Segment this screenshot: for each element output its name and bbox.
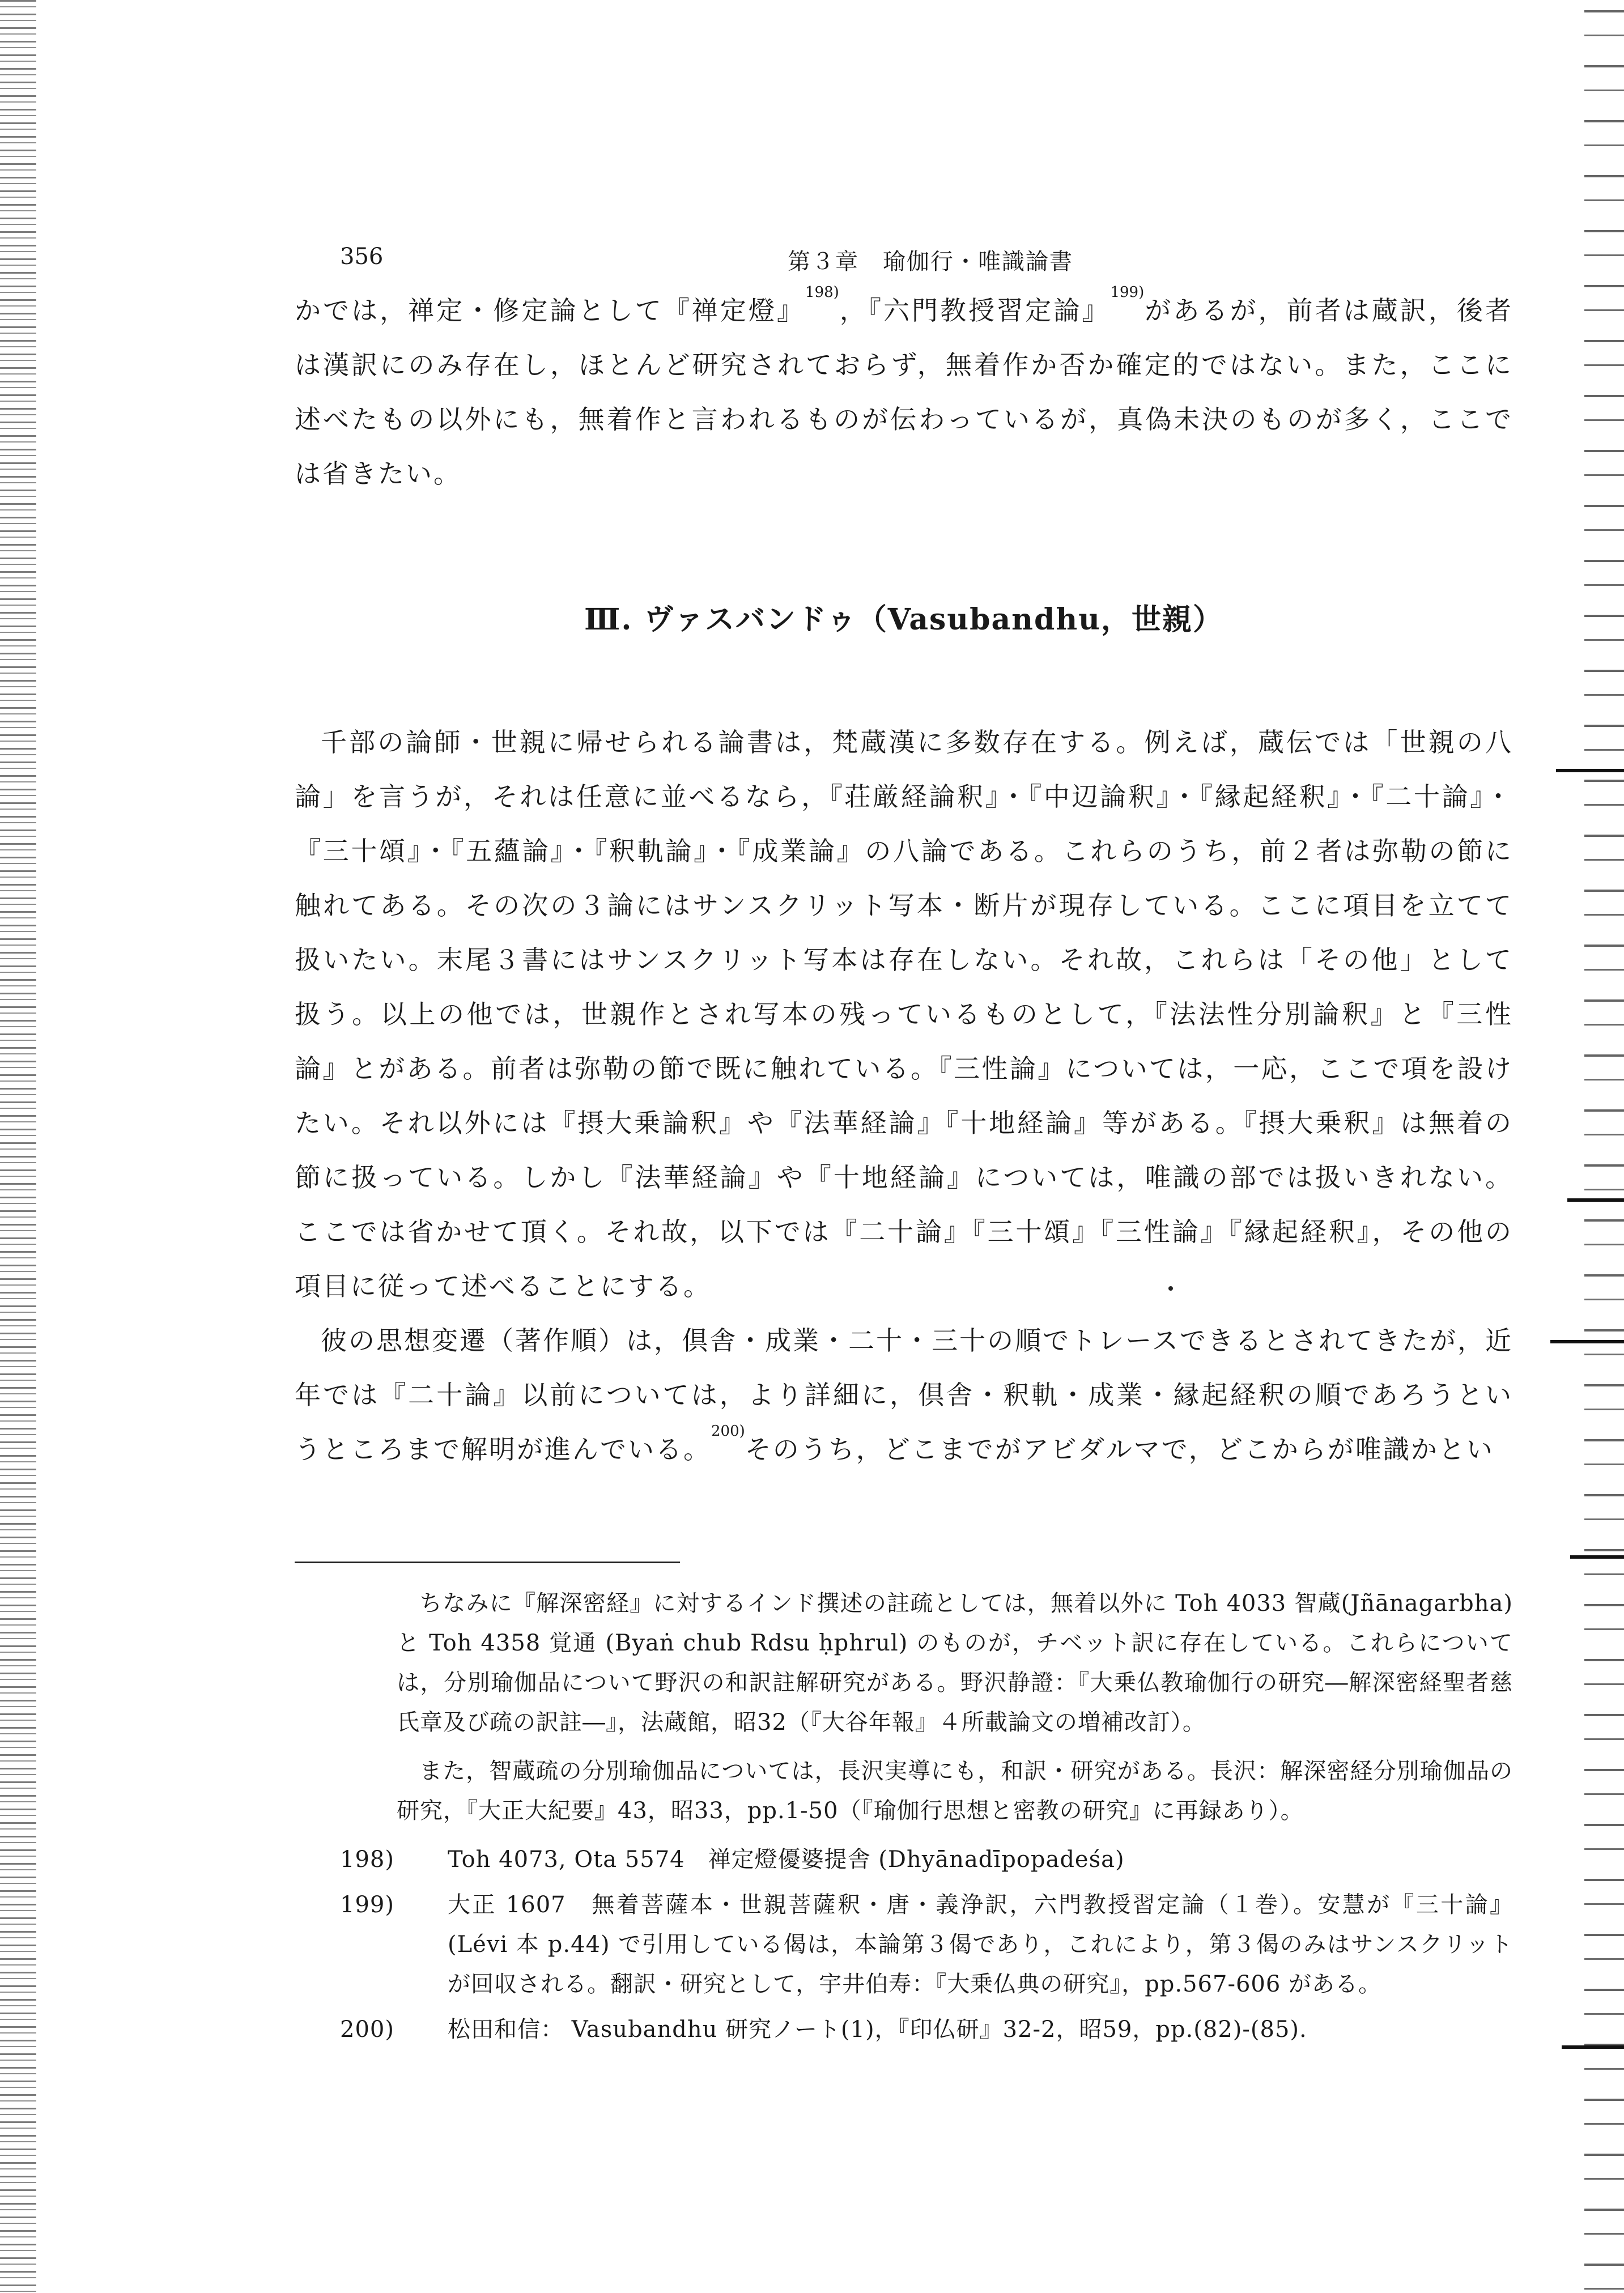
intro-paragraph xyxy=(295,283,1513,501)
body-text xyxy=(295,283,1513,1477)
scan-edge-right xyxy=(1584,0,1624,2293)
paragraph-chronology xyxy=(295,1313,1513,1477)
footnote-divider xyxy=(295,1562,680,1563)
chronology-text-2: そのうち，どこまでがアビダルマで，どこからが唯識かとい xyxy=(745,1434,1494,1465)
chapter-title: 第３章 瑜伽行・唯識論書 xyxy=(788,249,1073,275)
intro-text-2: ，『六門教授習定論』 xyxy=(839,295,1111,326)
footnote-199 xyxy=(295,1885,1513,2004)
page-number: 356 xyxy=(340,244,384,270)
book-page xyxy=(295,244,1513,2055)
footnote-number: 199) xyxy=(340,1892,394,1918)
footnote-ref-198[interactable]: 198) xyxy=(805,284,839,301)
footnote-number: 198) xyxy=(340,1847,394,1873)
footnote-text: 大正 1607 無着菩薩本・世親菩薩釈・唐・義浄訳，六門教授習定論（１巻）。安慧が『三十論』(Lévi 本 p.44) で引用している偈は，本論第３偈であり，これにより，第３偈のみはサンスクリットが回収される。翻訳・研究として，宇井伯寿：『大乗仏典の研究』，pp.567-606 がある。 xyxy=(448,1892,1513,1997)
footnote-text: 松田和信： Vasubandhu 研究ノート(1)，『印仏研』32-2，昭59，pp.(82)-(85). xyxy=(448,2017,1307,2043)
scan-edge-left xyxy=(0,0,36,2293)
footnote-ref-199[interactable]: 199) xyxy=(1110,284,1145,301)
running-head xyxy=(295,244,1513,283)
intro-text-1: かでは，禅定・修定論として『禅定燈』 xyxy=(295,295,806,326)
footnote-text: Toh 4073, Ota 5574 禅定燈優婆提舎 (Dhyānadīpopadeśa) xyxy=(448,1847,1125,1873)
scan-edge-mark xyxy=(1556,769,1624,772)
footnote-200 xyxy=(295,2010,1513,2049)
paragraph-works-list: 千部の論師・世親に帰せられる論書は，梵蔵漢に多数存在する。例えば，蔵伝では「世親の八論」を言うが，それは任意に並べるなら，『荘厳経論釈』・『中辺論釈』・『縁起経釈』・『二十論』・『三十頌』・『五蘊論』・『釈軌論』・『成業論』の八論である。これらのうち，前２者は弥勒の節に触れてある。その次の３論にはサンスクリット写本・断片が現存している。ここに項目を立てて扱いたい。末尾３書にはサンスクリット写本は存在しない。それ故，これらは「その他」として扱う。以上の他では，世親作とされ写本の残っているものとして，『法法性分別論釈』と『三性論』とがある。前者は弥勒の節で既に触れている。『三性論』については，一応，ここで項を設けたい。それ以外には『摂大乗論釈』や『法華経論』『十地経論』等がある。『摂大乗釈』は無着の節に扱っている。しかし『法華経論』や『十地経論』については，唯識の部では扱いきれない。ここでは省かせて頂く。それ故，以下では『二十論』『三十頌』『三性論』『縁起経釈』，その他の項目に従って述べることにする。 xyxy=(295,727,1513,1301)
footnotes xyxy=(295,1584,1513,2049)
intro-text-3: があるが，前者は蔵訳，後者は漢訳にのみ存在し，ほとんど研究されておらず，無着作か否か確定的ではない。また，ここに述べたもの以外にも，無着作と言われるものが伝わっているが，真偽未決のものが多く，ここでは省きたい。 xyxy=(295,295,1514,489)
footnote-continued: また，智蔵疏の分別瑜伽品については，長沢実導にも，和訳・研究がある。長沢：解深密経分別瑜伽品の研究，『大正大紀要』43，昭33，pp.1-50（『瑜伽行思想と密教の研究』に再録あり）。 xyxy=(397,1758,1513,1824)
scan-edge-mark xyxy=(1562,2045,1624,2049)
scan-speck xyxy=(1168,1286,1173,1291)
section-heading: Ⅲ. ヴァスバンドゥ（Vasubandhu，世親） xyxy=(584,602,1223,637)
scan-edge-mark xyxy=(1570,1555,1624,1559)
footnote-continued: ちなみに『解深密経』に対するインド撰述の註疏としては，無着以外に Toh 4033 智蔵(Jñānagarbha) と Toh 4358 覚通 (Byaṅ chub Rdsu ḥphrul) のものが，チベット訳に存在している。これらについては，分別瑜伽品について野沢の和訳註解研究がある。野沢静證：『大乗仏教瑜伽行の研究―解深密経聖者慈氏章及び疏の訳註―』，法蔵館，昭32（『大谷年報』４所載論文の増補改訂）。 xyxy=(397,1590,1513,1735)
footnote-number: 200) xyxy=(340,2017,394,2043)
footnote-ref-200[interactable]: 200) xyxy=(711,1423,745,1440)
scan-edge-mark xyxy=(1550,1340,1624,1343)
footnote-198 xyxy=(295,1840,1513,1879)
scan-edge-mark xyxy=(1567,1198,1624,1202)
chronology-text-1: 彼の思想変遷（著作順）は，倶舎・成業・二十・三十の順でトレースできるとされてきたが，近年では『二十論』以前については，より詳細に，倶舎・釈軌・成業・縁起経釈の順であろうというところまで解明が進んでいる。 xyxy=(295,1325,1513,1465)
